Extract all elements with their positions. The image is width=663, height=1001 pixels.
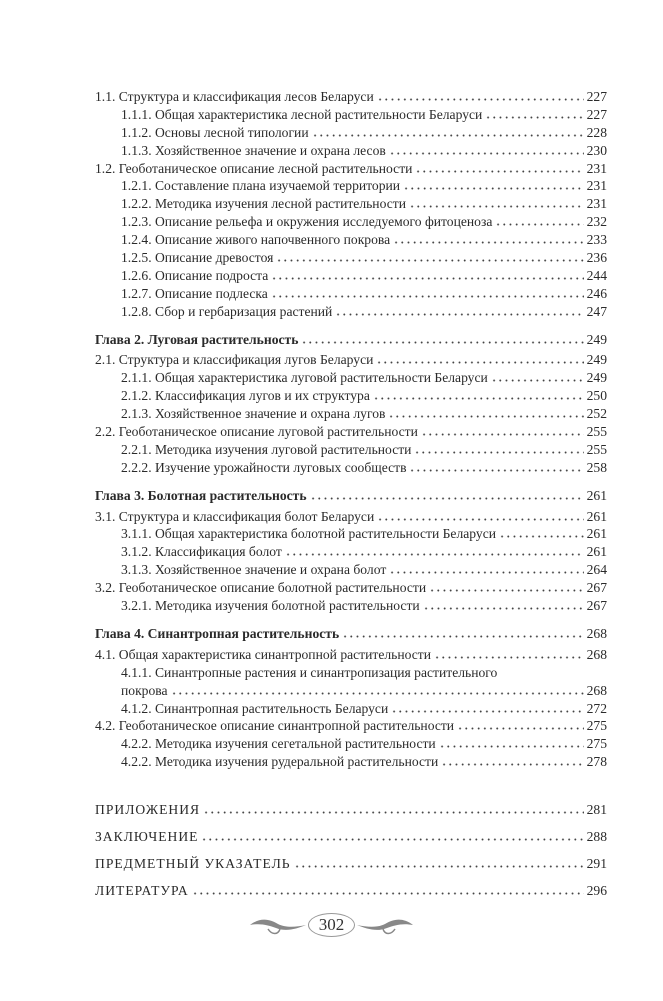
dot-leader <box>171 685 584 695</box>
toc-subsection[interactable] <box>95 664 607 682</box>
toc-subsection[interactable] <box>95 267 607 285</box>
dot-leader <box>373 390 584 400</box>
dot-leader <box>457 720 584 730</box>
dot-leader <box>439 738 584 748</box>
dot-leader <box>421 426 584 436</box>
ornament-right-icon <box>355 915 415 935</box>
toc-entry-title: 3.1.2. Классификация болот <box>121 544 282 560</box>
toc-entry-title: покрова <box>121 682 168 698</box>
toc-entry-title: 2.2.2. Изучение урожайности луговых сообществ <box>121 459 407 475</box>
toc-page-number: 281 <box>586 802 607 818</box>
toc-page-number: 233 <box>586 232 607 248</box>
dot-leader <box>294 858 584 868</box>
dot-leader <box>388 408 583 418</box>
table-of-contents <box>95 88 607 900</box>
toc-entry-title: 1.2.2. Методика изучения лесной растительности <box>121 196 406 212</box>
toc-entry-title: 2.1.3. Хозяйственное значение и охрана лугов <box>121 406 386 422</box>
toc-subsection[interactable] <box>95 195 607 213</box>
toc-page-number: 236 <box>586 250 607 266</box>
toc-page-number: 288 <box>586 829 607 845</box>
dot-leader <box>414 444 583 454</box>
toc-entry-title: 1.1. Структура и классификация лесов Беларуси <box>95 89 374 104</box>
toc-subsection[interactable] <box>95 597 607 615</box>
toc-entry-title: 3.2. Геоботаническое описание болотной растительности <box>95 580 427 596</box>
toc-section[interactable] <box>95 508 607 526</box>
toc-page-number: 255 <box>586 441 607 457</box>
toc-page-number: 250 <box>586 388 607 404</box>
toc-subsection[interactable] <box>95 142 607 160</box>
dot-leader <box>376 354 583 364</box>
toc-section[interactable] <box>95 717 607 735</box>
toc-entry-title: Глава 3. Болотная растительность <box>95 487 307 503</box>
toc-entry-title: 4.2. Геоботаническое описание синантропной растительности <box>95 718 455 734</box>
toc-entry-title: ПРЕДМЕТНЫЙ УКАЗАТЕЛЬ <box>95 856 291 872</box>
dot-leader <box>389 145 584 155</box>
toc-page-number: 268 <box>586 646 607 662</box>
toc-subsection[interactable] <box>95 405 607 423</box>
toc-appendix-item[interactable] <box>95 801 607 819</box>
toc-entry-title: 3.1.1. Общая характеристика болотной растительности Беларуси <box>121 526 496 542</box>
dot-leader <box>377 91 584 101</box>
ornament-left-icon <box>248 915 308 935</box>
toc-entry-title: 1.2. Геоботаническое описание лесной растительности <box>95 160 413 176</box>
toc-page-number: 261 <box>586 508 607 524</box>
dot-leader <box>271 270 583 280</box>
dot-leader <box>301 334 583 344</box>
toc-subsection[interactable] <box>95 213 607 231</box>
dot-leader <box>203 804 584 814</box>
toc-subsection[interactable] <box>95 369 607 387</box>
toc-entry-title: 1.2.5. Описание древостоя <box>121 250 274 266</box>
toc-entry-title: 3.1.3. Хозяйственное значение и охрана болот <box>121 562 387 578</box>
dot-leader <box>403 180 584 190</box>
toc-page-number: 231 <box>586 196 607 212</box>
toc-subsection[interactable] <box>95 543 607 561</box>
toc-subsection[interactable] <box>95 387 607 405</box>
toc-page-number: 249 <box>586 370 607 386</box>
toc-section[interactable] <box>95 579 607 597</box>
toc-page-number: 261 <box>586 487 607 503</box>
toc-page-number: 231 <box>586 160 607 176</box>
toc-subsection[interactable] <box>95 735 607 753</box>
dot-leader <box>192 885 584 895</box>
dot-leader <box>434 649 584 659</box>
toc-page-number: 228 <box>586 124 607 140</box>
toc-page-number: 291 <box>586 856 607 872</box>
toc-subsection[interactable] <box>95 303 607 321</box>
toc-entry-title: Глава 4. Синантропная растительность <box>95 625 340 641</box>
toc-page-number: 249 <box>586 331 607 347</box>
toc-page-number: 244 <box>586 267 607 283</box>
toc-chapter[interactable] <box>95 625 607 643</box>
toc-entry-title: 1.2.8. Сбор и гербаризация растений <box>121 303 333 319</box>
toc-page-number: 258 <box>586 459 607 475</box>
toc-entry-title: 1.2.4. Описание живого напочвенного покрова <box>121 232 391 248</box>
toc-subsection[interactable] <box>95 561 607 579</box>
toc-subsection[interactable] <box>95 441 607 459</box>
toc-subsection[interactable] <box>95 753 607 771</box>
toc-page-number: 278 <box>586 754 607 770</box>
dot-leader <box>423 600 584 610</box>
toc-section[interactable] <box>95 646 607 664</box>
toc-entry-title: 1.2.7. Описание подлеска <box>121 285 268 301</box>
toc-page-number: 246 <box>586 285 607 301</box>
toc-page-number: 261 <box>586 544 607 560</box>
toc-entry-title: 4.1.2. Синантропная растительность Беларуси <box>121 700 389 716</box>
dot-leader <box>285 546 584 556</box>
dot-leader <box>441 756 583 766</box>
toc-page-number: 272 <box>586 700 607 716</box>
toc-entry-title: ЗАКЛЮЧЕНИЕ <box>95 829 199 845</box>
toc-page-number: 296 <box>586 883 607 899</box>
toc-section[interactable] <box>95 423 607 441</box>
dot-leader <box>491 372 584 382</box>
page-number: 302 <box>308 913 356 937</box>
toc-page-number: 231 <box>586 178 607 194</box>
toc-page-number: 230 <box>586 142 607 158</box>
toc-appendix-item[interactable] <box>95 828 607 846</box>
toc-entry-title: 1.1.1. Общая характеристика лесной растительности Беларуси <box>121 106 483 122</box>
toc-entry-title: ПРИЛОЖЕНИЯ <box>95 802 201 818</box>
toc-entry-title: 4.2.2. Методика изучения рудеральной растительности <box>121 754 439 770</box>
dot-leader <box>415 163 583 173</box>
toc-subsection[interactable] <box>95 177 607 195</box>
dot-leader <box>499 528 584 538</box>
dot-leader <box>429 582 584 592</box>
toc-chapter[interactable] <box>95 331 607 349</box>
toc-entry-title: 3.1. Структура и классификация болот Беларуси <box>95 508 375 524</box>
dot-leader <box>276 252 583 262</box>
page-footer <box>0 908 663 942</box>
toc-page-number: 275 <box>586 736 607 752</box>
toc-chapter[interactable] <box>95 487 607 505</box>
toc-page-number: 227 <box>586 89 607 104</box>
toc-entry-title: 2.2.1. Методика изучения луговой растительности <box>121 441 412 457</box>
toc-entry-title: 4.2.2. Методика изучения сегетальной растительности <box>121 736 436 752</box>
toc-entry-title: 2.1.2. Классификация лугов и их структура <box>121 388 370 404</box>
toc-page-number: 227 <box>586 106 607 122</box>
dot-leader <box>201 831 583 841</box>
toc-entry-title: 1.1.2. Основы лесной типологии <box>121 124 309 140</box>
dot-leader <box>271 288 584 298</box>
toc-subsection[interactable] <box>95 459 607 477</box>
toc-page-number: 267 <box>586 580 607 596</box>
toc-subsection[interactable] <box>95 682 607 700</box>
dot-leader <box>312 127 584 137</box>
toc-subsection[interactable] <box>95 231 607 249</box>
toc-entry-title: 3.2.1. Методика изучения болотной растительности <box>121 598 420 614</box>
toc-page-number: 247 <box>586 303 607 319</box>
toc-entry-title: ЛИТЕРАТУРА <box>95 883 189 899</box>
dot-leader <box>393 234 583 244</box>
toc-section[interactable] <box>95 88 607 106</box>
dot-leader <box>389 564 583 574</box>
dot-leader <box>495 216 583 226</box>
toc-section[interactable] <box>95 351 607 369</box>
toc-page-number: 268 <box>586 682 607 698</box>
toc-subsection[interactable] <box>95 124 607 142</box>
dot-leader <box>409 198 584 208</box>
dot-leader <box>409 462 583 472</box>
toc-section[interactable] <box>95 160 607 178</box>
dot-leader <box>377 511 583 521</box>
dot-leader <box>310 490 584 500</box>
toc-page-number: 232 <box>586 214 607 230</box>
toc-entry-title: 4.1. Общая характеристика синантропной растительности <box>95 646 432 662</box>
toc-appendix-item[interactable] <box>95 882 607 900</box>
dot-leader <box>485 109 583 119</box>
toc-page-number: 252 <box>586 406 607 422</box>
toc-page-number: 275 <box>586 718 607 734</box>
dot-leader <box>342 628 583 638</box>
dot-leader <box>335 306 583 316</box>
toc-subsection[interactable] <box>95 249 607 267</box>
toc-page-number: 261 <box>586 526 607 542</box>
toc-entry-title: 1.2.1. Составление плана изучаемой территории <box>121 178 401 194</box>
toc-entry-title: 2.1.1. Общая характеристика луговой растительности Беларуси <box>121 370 488 386</box>
toc-entry-title: 2.2. Геоботаническое описание луговой растительности <box>95 424 418 440</box>
toc-entry-title: 1.2.6. Описание подроста <box>121 267 269 283</box>
toc-subsection[interactable] <box>95 700 607 718</box>
toc-subsection[interactable] <box>95 285 607 303</box>
toc-page-number: 249 <box>586 352 607 368</box>
toc-entry-title: 1.2.3. Описание рельефа и окружения исследуемого фитоценоза <box>121 214 493 230</box>
toc-page-number: 255 <box>586 424 607 440</box>
toc-page-number: 267 <box>586 598 607 614</box>
toc-entry-title: 1.1.3. Хозяйственное значение и охрана лесов <box>121 142 386 158</box>
toc-subsection[interactable] <box>95 525 607 543</box>
toc-appendix-item[interactable] <box>95 855 607 873</box>
toc-page-number: 268 <box>586 625 607 641</box>
toc-subsection[interactable] <box>95 106 607 124</box>
toc-entry-title: Глава 2. Луговая растительность <box>95 331 299 347</box>
toc-page-number: 264 <box>586 562 607 578</box>
dot-leader <box>391 703 583 713</box>
toc-entry-title: 2.1. Структура и классификация лугов Беларуси <box>95 352 374 368</box>
toc-entry-title: 4.1.1. Синантропные растения и синантропизация растительного <box>121 664 498 680</box>
